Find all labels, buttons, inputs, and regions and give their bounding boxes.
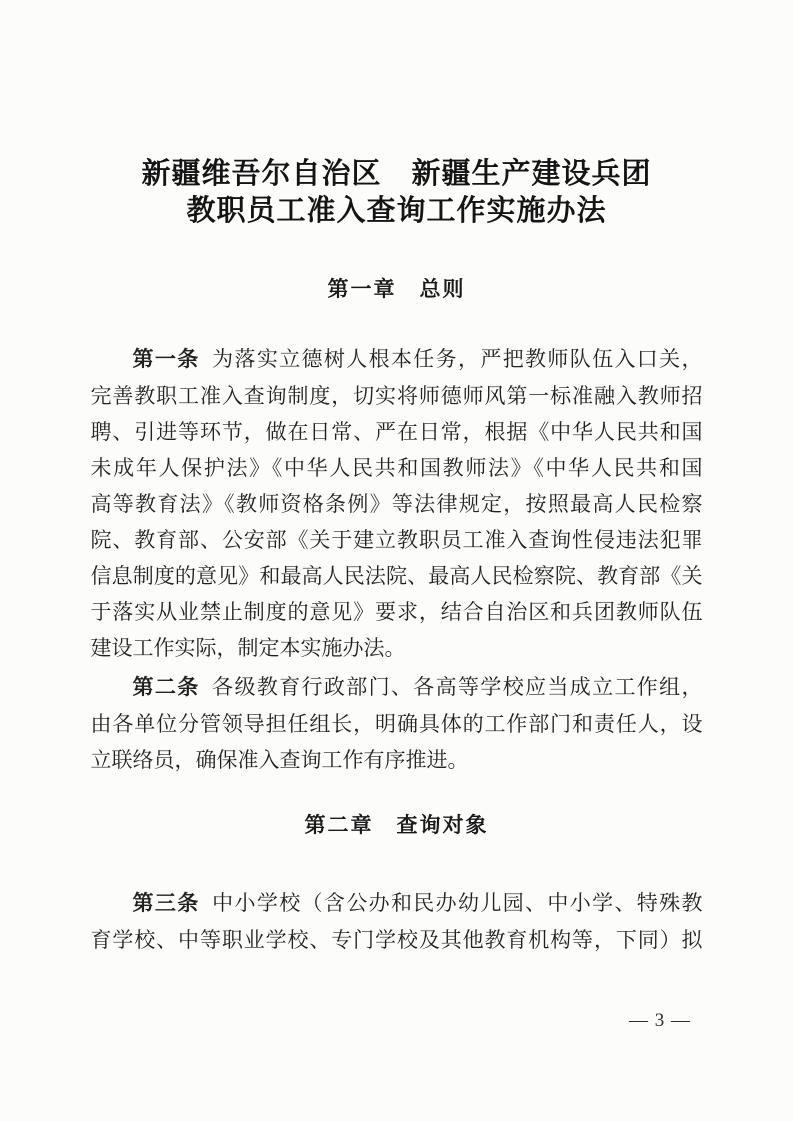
article-3-lead: 第三条 [132, 892, 200, 915]
body-text-block-2 [91, 885, 703, 958]
document-title-line-1: 新疆维吾尔自治区 新疆生产建设兵团 [141, 158, 652, 190]
article-2-continuation-lines [91, 706, 703, 778]
body-line: 于落实从业禁止制度的意见》要求，结合自治区和兵团教师队伍 [90, 600, 703, 624]
page-number: — 3 — [629, 1010, 691, 1031]
body-line: 完善教职工准入查询制度，切实将师德师风第一标准融入教师招 [90, 384, 703, 408]
article-2-first-line-text: 各级教育行政部门、各高等学校应当成立工作组， [212, 675, 703, 699]
article-2-first-line [91, 669, 703, 706]
article-1-lead: 第一条 [132, 348, 200, 371]
article-2 [91, 669, 703, 778]
article-1 [91, 341, 703, 666]
document-title [0, 0, 793, 230]
article-1-first-line-text: 为落实立德树人根本任务，严把教师队伍入口关， [212, 347, 703, 371]
body-line: 信息制度的意见》和最高人民法院、最高人民检察院、教育部《关 [90, 564, 703, 588]
article-1-continuation-lines [91, 378, 703, 666]
article-3 [91, 885, 703, 958]
chapter-heading-2: 第二章 查询对象 [304, 814, 489, 837]
body-line: 高等教育法》《教师资格条例》等法律规定，按照最高人民检察 [90, 492, 703, 516]
body-line: 聘、引进等环节，做在日常、严在日常，根据《中华人民共和国 [90, 420, 703, 444]
article-3-continuation-lines [91, 922, 703, 958]
body-line: 育学校、中等职业学校、专门学校及其他教育机构等，下同）拟 [90, 928, 703, 952]
document-title-line-2: 教职员工准入查询工作实施办法 [186, 195, 607, 227]
body-line: 院、教育部、公安部《关于建立教职员工准入查询性侵违法犯罪 [90, 528, 703, 552]
body-line: 由各单位分管领导担任组长，明确具体的工作部门和责任人，设 [90, 712, 703, 736]
body-line: 建设工作实际，制定本实施办法。 [90, 636, 406, 660]
body-line: 未成年人保护法》《中华人民共和国教师法》《中华人民共和国 [90, 456, 703, 480]
body-line: 立联络员，确保准入查询工作有序推进。 [90, 748, 469, 772]
article-3-first-line-text: 中小学校（含公办和民办幼儿园、中小学、特殊教 [212, 891, 703, 915]
chapter-heading-1: 第一章 总则 [327, 278, 466, 301]
article-1-first-line [91, 341, 703, 378]
article-2-lead: 第二条 [132, 676, 200, 699]
body-text-block-1 [91, 341, 703, 778]
article-3-first-line [91, 885, 703, 922]
